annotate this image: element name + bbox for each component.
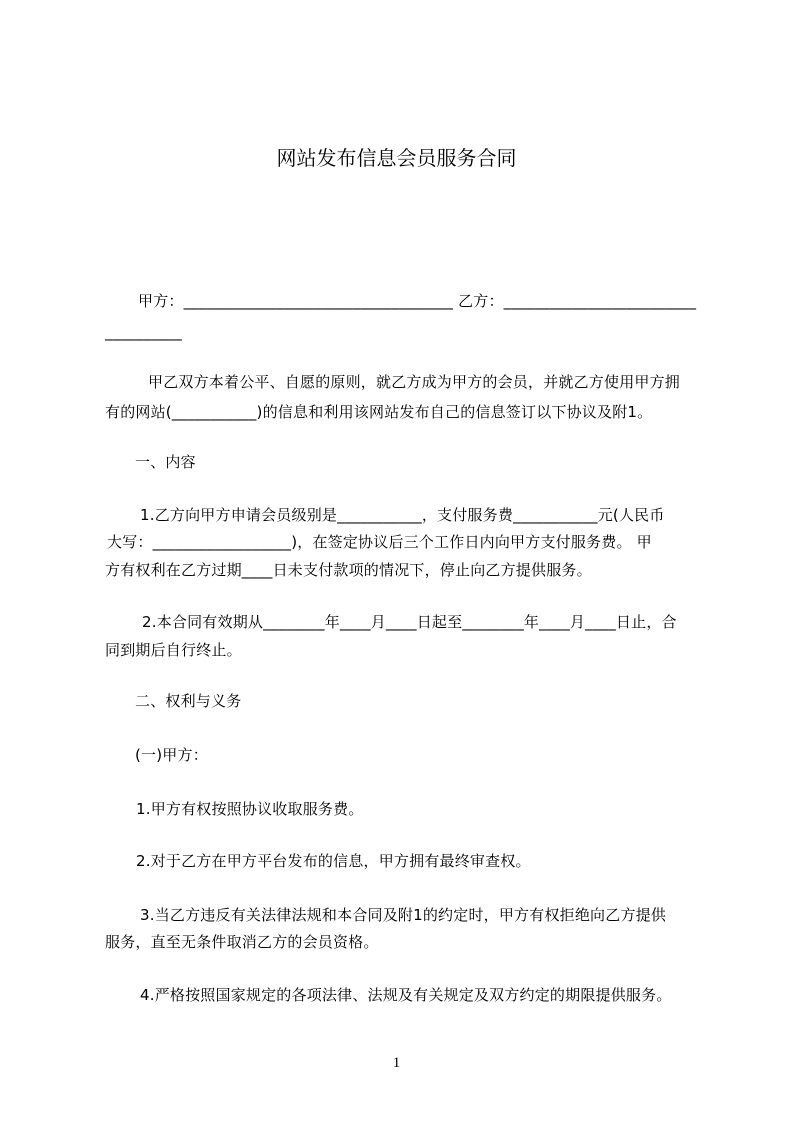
document-title: 网站发布信息会员服务合同 (276, 146, 517, 170)
page-number: 1 (392, 1055, 401, 1071)
section-heading-content: 一、内容 (135, 453, 196, 471)
clause-1-2-line: 同到期后自行终止。 (105, 641, 242, 659)
clause-a-1: 1.甲方有权按照协议收取服务费。 (136, 800, 364, 818)
clause-a-2: 2.对于乙方在甲方平台发布的信息，甲方拥有最终审查权。 (136, 852, 531, 870)
clause-a-3-line: 3.当乙方违反有关法律法规和本合同及附1的约定时，甲方有权拒绝向乙方提供 (140, 906, 667, 924)
clause-1-1-line: 大写：__________________)，在签定协议后三个工作日内向甲方支付服务费。 甲 (107, 533, 652, 551)
section-heading-rights: 二、权利与义务 (135, 692, 242, 710)
subsection-heading-party-a: (一)甲方： (135, 746, 208, 764)
intro-paragraph-line: 有的网站(___________)的信息和利用该网站发布自己的信息签订以下协议及附1。 (105, 403, 653, 421)
parties-line-continued: __________ (105, 323, 182, 341)
clause-1-1-line: 1.乙方向甲方申请会员级别是___________，支付服务费___________元(人民币 (140, 506, 665, 524)
clause-1-1-line: 方有权利在乙方过期____日未支付款项的情况下，停止向乙方提供服务。 (105, 561, 592, 579)
intro-paragraph-line: 甲乙双方本着公平、自愿的原则，就乙方成为甲方的会员，并就乙方使用甲方拥 (148, 373, 681, 391)
clause-a-4: 4.严格按照国家规定的各项法律、法规及有关规定及双方约定的期限提供服务。 (140, 986, 672, 1004)
parties-line: 甲方：___________________________________ 乙方：_________________________ (138, 292, 697, 310)
clause-1-2-line: 2.本合同有效期从________年____月____日起至________年____月____日止，合 (142, 613, 677, 631)
clause-a-3-line: 服务，直至无条件取消乙方的会员资格。 (105, 933, 379, 951)
